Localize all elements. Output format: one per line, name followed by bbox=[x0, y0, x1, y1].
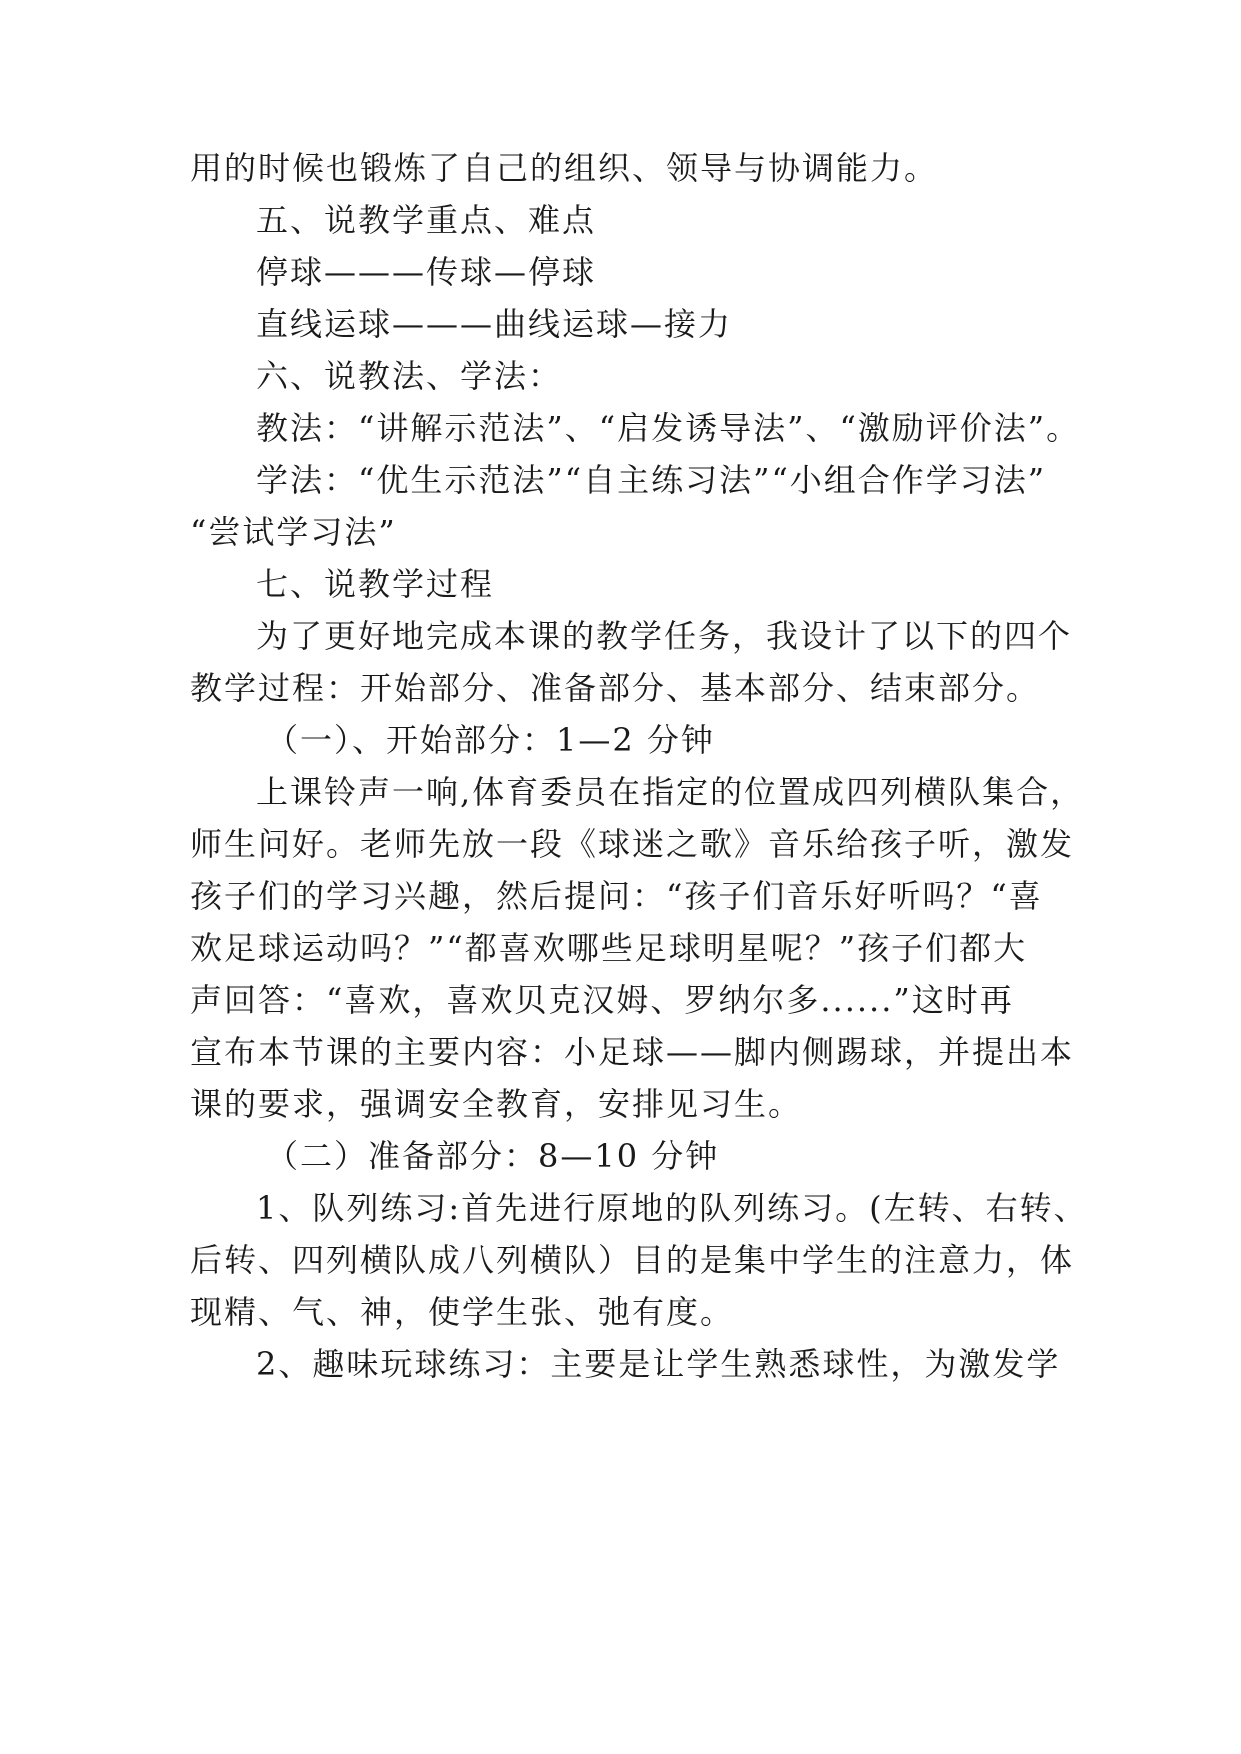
paragraph-line: “尝试学习法” bbox=[190, 513, 397, 551]
paragraph-line: 1、队列练习:首先进行原地的队列练习。(左转、右转、 bbox=[256, 1189, 1088, 1227]
section-heading-6: 六、说教法、学法： bbox=[256, 357, 563, 395]
paragraph-line: 宣布本节课的主要内容：小足球——脚内侧踢球，并提出本 bbox=[190, 1033, 1075, 1071]
subsection-heading-1: （一）、开始部分：1—2 分钟 bbox=[266, 721, 715, 759]
paragraph-line: 后转、四列横队成八列横队）目的是集中学生的注意力，体 bbox=[190, 1241, 1075, 1279]
paragraph-line: 声回答：“喜欢，喜欢贝克汉姆、罗纳尔多......”这时再 bbox=[190, 981, 1014, 1019]
paragraph-line: 为了更好地完成本课的教学任务，我设计了以下的四个 bbox=[256, 617, 1073, 655]
paragraph-line: 2、趣味玩球练习：主要是让学生熟悉球性，为激发学 bbox=[256, 1345, 1061, 1383]
paragraph-line: 上课铃声一响,体育委员在指定的位置成四列横队集合， bbox=[256, 773, 1085, 811]
section-heading-5: 五、说教学重点、难点 bbox=[256, 201, 597, 239]
paragraph-line: 孩子们的学习兴趣，然后提问：“孩子们音乐好听吗？“喜 bbox=[190, 877, 1043, 915]
paragraph-line: 现精、气、神，使学生张、弛有度。 bbox=[190, 1293, 735, 1331]
paragraph-line: 学法：“优生示范法”“自主练习法”“小组合作学习法” bbox=[256, 461, 1047, 499]
paragraph-line: 教法：“讲解示范法”、“启发诱导法”、“激励评价法”。 bbox=[256, 409, 1081, 447]
paragraph-line: 直线运球———曲线运球—接力 bbox=[256, 305, 733, 343]
paragraph-line: 欢足球运动吗？”“都喜欢哪些足球明星呢？”孩子们都大 bbox=[190, 929, 1028, 967]
paragraph-line: 师生问好。老师先放一段《球迷之歌》音乐给孩子听，激发 bbox=[190, 825, 1075, 863]
paragraph-line: 停球———传球—停球 bbox=[256, 253, 597, 291]
subsection-heading-2: （二）准备部分：8—10 分钟 bbox=[266, 1137, 720, 1175]
paragraph-line: 用的时候也锻炼了自己的组织、领导与协调能力。 bbox=[190, 149, 939, 187]
section-heading-7: 七、说教学过程 bbox=[256, 565, 495, 603]
paragraph-line: 教学过程：开始部分、准备部分、基本部分、结束部分。 bbox=[190, 669, 1041, 707]
paragraph-line: 课的要求，强调安全教育，安排见习生。 bbox=[190, 1085, 803, 1123]
